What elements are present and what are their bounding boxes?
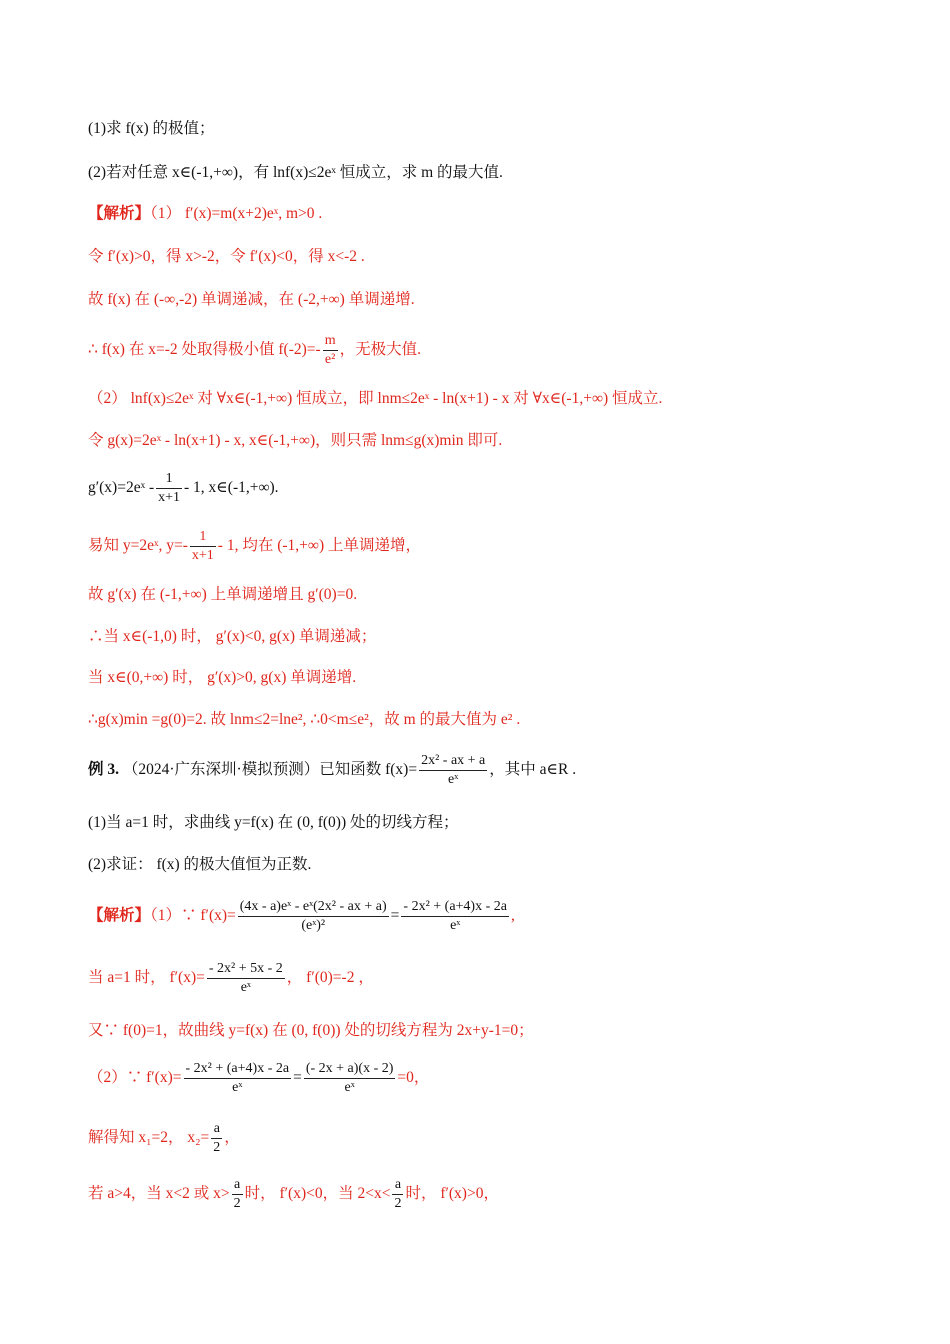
comma: , bbox=[510, 907, 515, 924]
fraction bbox=[401, 898, 509, 935]
solution-1-line-3 bbox=[88, 289, 415, 311]
fraction bbox=[419, 752, 487, 789]
example-3-part-2 bbox=[88, 854, 311, 876]
text: g′(x)=2eˣ - bbox=[88, 479, 155, 496]
text: ∴当 x∈(-1,0) 时， g′(x)<0, g(x) 单调递减； bbox=[88, 628, 377, 645]
denominator: 2 bbox=[213, 1139, 221, 1155]
text: - 1, x∈(-1,+∞). bbox=[184, 479, 279, 496]
solution-tag: 【解析】 bbox=[88, 907, 151, 924]
denominator: eˣ bbox=[450, 917, 461, 933]
text: - 1, 均在 (-1,+∞) 上单调递增， bbox=[217, 537, 421, 554]
numerator: m bbox=[323, 332, 338, 351]
text: ∴g(x)min =g(0)=2. 故 lnm≤2=lne², ∴0<m≤e²，故 m 的最大值为 e² . bbox=[88, 711, 521, 728]
text: 故 f(x) 在 (-∞,-2) 单调递减，在 (-2,+∞) 单调递增. bbox=[88, 291, 415, 308]
text: 若 a>4，当 x<2 或 x> bbox=[88, 1185, 230, 1202]
text: 故 g′(x) 在 (-1,+∞) 上单调递增且 g′(0)=0. bbox=[88, 586, 358, 603]
numerator: a bbox=[211, 1120, 222, 1139]
text: （1）∵ f′(x)= bbox=[150, 907, 236, 924]
denominator: 2 bbox=[394, 1195, 402, 1211]
text: 易知 y=2eˣ, y=- bbox=[88, 537, 188, 554]
text: ， bbox=[224, 1129, 240, 1146]
equals: = bbox=[390, 907, 400, 924]
numerator: (4x - a)eˣ - eˣ(2x² - ax + a) bbox=[238, 898, 389, 917]
text: （1） f′(x)=m(x+2)eˣ, m>0 . bbox=[150, 205, 323, 222]
numerator: (- 2x + a)(x - 2) bbox=[304, 1060, 396, 1079]
fraction bbox=[207, 960, 285, 997]
example-3-solution-4 bbox=[88, 1056, 429, 1100]
fraction bbox=[323, 332, 338, 369]
denominator: eˣ bbox=[232, 1079, 243, 1095]
example-3-solution-5 bbox=[88, 1116, 240, 1160]
numerator: 1 bbox=[190, 528, 216, 547]
fraction bbox=[304, 1060, 396, 1097]
fraction bbox=[184, 1060, 292, 1097]
denominator: 2 bbox=[233, 1195, 241, 1211]
fraction bbox=[238, 898, 389, 935]
solution-2-line-6 bbox=[88, 626, 376, 648]
solution-2-line-7 bbox=[88, 667, 356, 689]
example-3-part-1 bbox=[88, 812, 458, 834]
example-3-solution-1 bbox=[88, 894, 515, 938]
text: (1)当 a=1 时，求曲线 y=f(x) 在 (0, f(0)) 处的切线方程； bbox=[88, 814, 459, 831]
question-part-2 bbox=[88, 162, 503, 184]
solution-2-line-4 bbox=[88, 524, 421, 568]
solution-1-line-1 bbox=[88, 203, 322, 225]
example-3-statement bbox=[88, 748, 576, 792]
text: 时， f′(x)>0， bbox=[405, 1185, 499, 1202]
denominator: eˣ bbox=[448, 771, 459, 787]
example-3-solution-3 bbox=[88, 1020, 534, 1042]
text: (1)求 f(x) 的极值； bbox=[88, 120, 215, 137]
fraction bbox=[190, 528, 216, 565]
text: ，其中 a∈R . bbox=[489, 761, 577, 778]
text: （2024·广东深圳·模拟预测）已知函数 f(x)= bbox=[122, 761, 418, 778]
solution-2-line-2 bbox=[88, 430, 502, 452]
solution-2-line-5 bbox=[88, 584, 357, 606]
denominator: e² bbox=[324, 351, 336, 367]
numerator: - 2x² + (a+4)x - 2a bbox=[401, 898, 509, 917]
numerator: 2x² - ax + a bbox=[419, 752, 487, 771]
text: （2）∵ f′(x)= bbox=[88, 1069, 182, 1086]
numerator: - 2x² + 5x - 2 bbox=[207, 960, 285, 979]
fraction bbox=[232, 1176, 243, 1213]
numerator: 1 bbox=[156, 470, 182, 489]
text: 时， f′(x)<0，当 2<x< bbox=[244, 1185, 391, 1202]
text: 解得知 x₁=2， x₂= bbox=[88, 1129, 210, 1146]
solution-tag: 【解析】 bbox=[88, 205, 151, 222]
text: 令 g(x)=2eˣ - ln(x+1) - x, x∈(-1,+∞)，则只需 lnm≤g(x)min 即可. bbox=[88, 432, 503, 449]
text: (2)若对任意 x∈(-1,+∞)，有 lnf(x)≤2eˣ 恒成立，求 m 的最大值. bbox=[88, 164, 503, 181]
solution-1-line-4 bbox=[88, 330, 421, 370]
text: ∴ f(x) 在 x=-2 处取得极小值 f(-2)=- bbox=[88, 341, 321, 358]
example-3-solution-6 bbox=[88, 1172, 499, 1216]
text: ，无极大值. bbox=[339, 341, 421, 358]
denominator: eˣ bbox=[344, 1079, 355, 1095]
numerator: - 2x² + (a+4)x - 2a bbox=[184, 1060, 292, 1079]
fraction bbox=[211, 1120, 222, 1157]
solution-2-line-3 bbox=[88, 466, 279, 510]
text: 当 x∈(0,+∞) 时， g′(x)>0, g(x) 单调递增. bbox=[88, 669, 357, 686]
question-part-1 bbox=[88, 118, 215, 140]
solution-2-line-1 bbox=[88, 388, 662, 410]
text: ， f′(0)=-2 ， bbox=[286, 969, 374, 986]
denominator: x+1 bbox=[191, 547, 214, 563]
text: =0， bbox=[397, 1069, 430, 1086]
denominator: eˣ bbox=[240, 979, 251, 995]
denominator: x+1 bbox=[158, 489, 181, 505]
example-3-solution-2 bbox=[88, 956, 374, 1000]
numerator: a bbox=[232, 1176, 243, 1195]
text: 当 a=1 时， f′(x)= bbox=[88, 969, 205, 986]
numerator: a bbox=[392, 1176, 403, 1195]
denominator: (eˣ)² bbox=[301, 917, 326, 933]
text: 又∵ f(0)=1，故曲线 y=f(x) 在 (0, f(0)) 处的切线方程为 2x+y-1=0； bbox=[88, 1022, 534, 1039]
text: 令 f′(x)>0，得 x>-2，令 f′(x)<0，得 x<-2 . bbox=[88, 248, 365, 265]
text: （2） lnf(x)≤2eˣ 对 ∀x∈(-1,+∞) 恒成立，即 lnm≤2eˣ - ln(x+1) - x 对 ∀x∈(-1,+∞) 恒成立. bbox=[88, 390, 663, 407]
example-label: 例 3. bbox=[88, 761, 120, 778]
solution-1-line-2 bbox=[88, 246, 365, 268]
fraction bbox=[392, 1176, 403, 1213]
equals: = bbox=[293, 1069, 302, 1086]
solution-2-line-8 bbox=[88, 709, 520, 731]
fraction bbox=[156, 470, 182, 507]
text: (2)求证： f(x) 的极大值恒为正数. bbox=[88, 856, 312, 873]
